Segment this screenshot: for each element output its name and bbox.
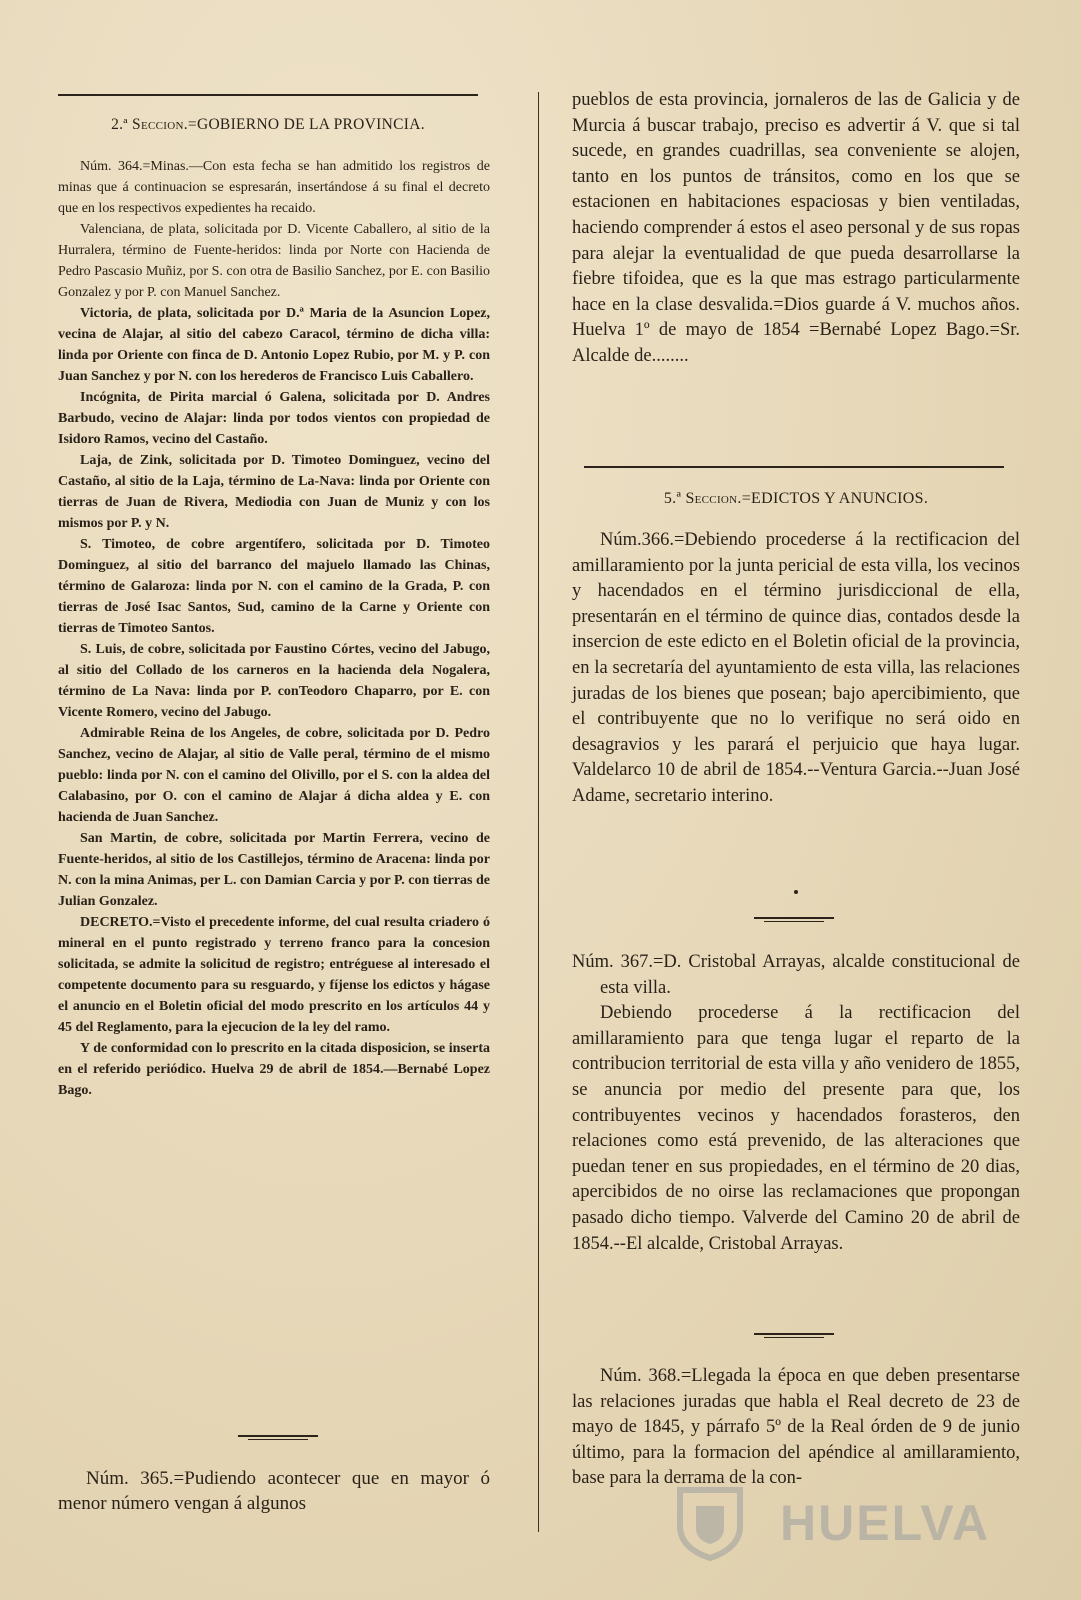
section-heading-gobierno [58,116,478,134]
paragraph-num-367-head: Núm. 367.=D. Cristobal Arrayas, alcalde constitucional de esta villa. [572,952,1020,998]
num-368-block [572,1364,1020,1492]
paragraph-s-timoteo: S. Timoteo, de cobre argentífero, solicitada por D. Timoteo Dominguez, al sitio del barranco del majuelo llamado las Chinas, término de Galaroza: linda por N. con el camino de la Grada, P. con tierras de José Isac Santos, Sud, camino de la Carne y Oriente con tierras de Timoteo Santos. [58,537,490,636]
column-divider [538,92,539,1532]
watermark-text: HUELVA [780,1495,991,1551]
section-heading-edictos [572,490,1020,508]
dot-divider [572,890,1020,894]
ornament-rule [754,1330,834,1340]
paragraph-num-364: Núm. 364.=Minas.—Con esta fecha se han admitido los registros de minas que á continuacion se espresarán, insertándose á su final el decreto que en los respectivos expedientes ha recaido. [58,159,490,216]
ornament-rule [754,914,834,924]
ornament-right-1 [754,914,834,924]
paragraph-num-368: Núm. 368.=Llegada la época en que deben presentarse las relaciones juradas que habla el Real decreto de 23 de mayo de 1845, y párrafo 5º de la Real órden de 9 de junio último, para la formacion del apéndice al amillaramiento, base para la derrama de la con- [572,1366,1020,1489]
archive-watermark [660,1482,990,1562]
paragraph-num-366: Núm.366.=Debiendo procederse á la rectificacion del amillaramiento por la junta pericial de esta villa, los vecinos y hacendados en el término jurisdiccional de ella, presentarán en el término de quince dias, contados desde la insercion de este edicto en el Boletin oficial de la provincia, en la secretaría del ayuntamiento de esta villa, las relaciones juradas de los bienes que posean; bajo apercibimiento, que el contribuyente que no lo verifique no será oido en desagravios y les parará el perjuicio que haya lugar. Valdelarco 10 de abril de 1854.--Ventura Garcia.--Juan José Adame, secretario interino. [572,530,1020,806]
dot-ornament [794,890,798,894]
continuation-block [572,88,1020,370]
ornament-left [238,1432,318,1442]
section-rule [584,466,1004,468]
num-365-block [58,1466,490,1516]
paragraph-incognita: Incógnita, de Pirita marcial ó Galena, solicitada por D. Andres Barbudo, vecino de Alajar: linda por todos vientos con propiedad de Isidoro Ramos, vecino del Castaño. [58,390,490,447]
section-label: 2.ª Seccion. [111,116,188,133]
section-title: =EDICTOS Y ANUNCIOS. [741,490,929,507]
shield-icon [660,1482,760,1562]
ornament-right-2 [754,1330,834,1340]
paragraph-continuation: pueblos de esta provincia, jornaleros de las de Galicia y de Murcia á buscar trabajo, preciso es advertir á V. que si tal sucede, en grandes cuadrillas, sea conveniente se alojen, tanto en los puntos de tránsitos, como en los que se estacionen en habitaciones espaciosas y bien ventiladas, haciendo comprender á estos el aseo personal y de sus ropas para alejar la eventualidad de que pueda desarrollarse la fiebre tifoidea, que es la que mas estrago particularmente hace en la clase desvalida.=Dios guarde á V. muchos años. Huelva 1º de mayo de 1854 =Bernabé Lopez Bago.=Sr. Alcalde de........ [572,90,1020,366]
ornament-rule [238,1432,318,1442]
paragraph-num-365: Núm. 365.=Pudiendo acontecer que en mayor ó menor número vengan á algunos [58,1468,490,1514]
paragraph-valenciana: Valenciana, de plata, solicitada por D. Vicente Caballero, al sitio de la Hurralera, término de Fuente-heridos: linda por Norte con Hacienda de Pedro Pascasio Muñiz, por S. con otra de Basilio Sanchez, por E. con Basilio Gonzalez y por P. con Manuel Sanchez. [58,222,490,300]
paragraph-victoria: Victoria, de plata, solicitada por D.ª Maria de la Asuncion Lopez, vecina de Alajar, al sitio del cabezo Caracol, término de dicha villa: linda por Oriente con finca de D. Antonio Lopez Rubio, por M. y P. con Juan Sanchez y por N. con los herederos de Francisco Luis Caballero. [58,306,490,384]
paragraph-num-367-body: Debiendo procederse á la rectificacion del amillaramiento para que tenga lugar el reparto de la contribucion territorial de esta villa y año venidero de 1855, se anuncia por medio del presente para que, los contribuyentes vecinos y hacendados forasteros, den relaciones como está prevenido, de las alteraciones que puedan tener en sus propiedades, en el término de 20 dias, apercibidos de no oirse las reclamaciones que propongan pasado dicho tiempo. Valverde del Camino 20 de abril de 1854.--El alcalde, Cristobal Arrayas. [572,1003,1020,1254]
left-body [58,156,490,1101]
num-366-block [572,528,1020,810]
paragraph-decreto: DECRETO.=Visto el precedente informe, del cual resulta criadero ó mineral en el punto registrado y terreno franco para la concesion solicitada, se admite la solicitud de registro; entréguese al interesado el competente documento para su resguardo, y fíjense los edictos y hágase el anuncio en el Boletin oficial del modo prescrito en los artículos 44 y 45 del Reglamento, para la ejecucion de la ley del ramo. [58,915,490,1035]
num-367-block [572,950,1020,1257]
paragraph-san-martin: San Martin, de cobre, solicitada por Martin Ferrera, vecino de Fuente-heridos, al sitio de los Castillejos, término de Aracena: linda por N. con la mina Animas, per L. con Damian Carcia y por P. con tierras de Julian Gonzalez. [58,831,490,909]
paragraph-laja: Laja, de Zink, solicitada por D. Timoteo Dominguez, vecino del Castaño, al sitio de la Laja, término de La-Nava: linda por Oriente con tierras de Juan de Rivera, Mediodia con Juan de Muniz y con los mismos por P. y N. [58,453,490,531]
paragraph-conformidad: Y de conformidad con lo prescrito en la citada disposicion, se inserta en el referido periódico. Huelva 29 de abril de 1854.—Bernabé Lopez Bago. [58,1041,490,1098]
paragraph-admirable-reina: Admirable Reina de los Angeles, de cobre, solicitada por D. Pedro Sanchez, vecino de Alajar, al sitio de Valle peral, término de el mismo pueblo: linda por N. con el camino del Olivillo, por el S. con la aldea del Calabasino, por O. con el camino de Alajar á dicha aldea y E. con hacienda de Juan Sanchez. [58,726,490,825]
paragraph-s-luis: S. Luis, de cobre, solicitada por Faustino Córtes, vecino del Jabugo, al sitio del Collado de los carneros en la hacienda dela Nogalera, término de La Nava: linda por P. conTeodoro Chaparro, por E. con Vicente Romero, vecino del Jabugo. [58,642,490,720]
top-rule [58,94,478,96]
section-label: 5.ª Seccion. [663,490,742,507]
section-title: =GOBIERNO DE LA PROVINCIA. [187,116,425,133]
